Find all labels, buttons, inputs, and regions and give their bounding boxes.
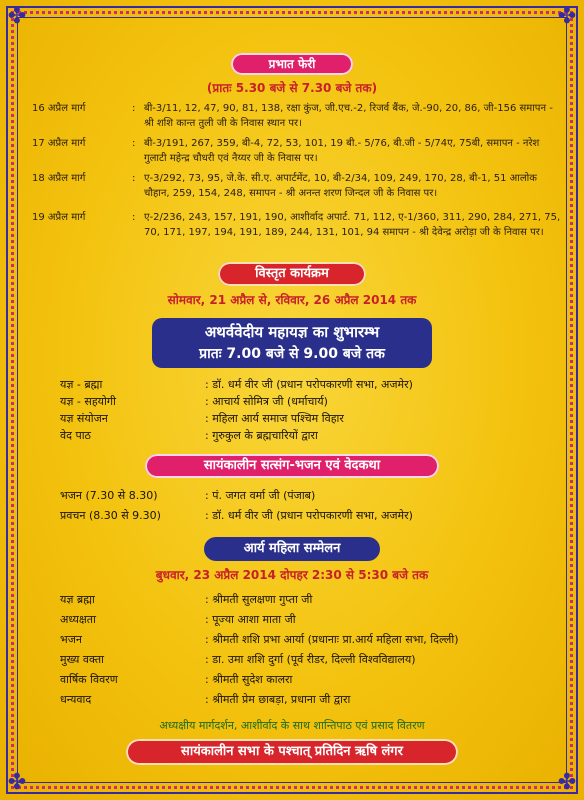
program-title: विस्तृत कार्यक्रम xyxy=(218,262,366,286)
yajna-banner xyxy=(152,318,432,368)
corner-ornament-icon: ✤ xyxy=(7,770,27,795)
yajna-person: : डॉ. धर्म वीर जी (प्रधान परोपकारणी सभा, अजमेर) xyxy=(205,378,413,391)
route-text: : बी-3/11, 12, 47, 90, 81, 138, रक्षा कुंज, जी.एच.-2, रिजर्व बैंक, जे.-90, 20, 86, जी-156 समापन - श्री शशि कान्त तुली जी के निवास स्थान पर। xyxy=(144,101,564,131)
route-text: : बी-3/191, 267, 359, बी-4, 72, 53, 101, 19 बी.- 5/76, बी.जी - 5/74ए, 75बी, समापन - नरेश गुलाटी महेन्द्र चौधरी एवं नैय्यर जी के निवास पर। xyxy=(144,136,564,166)
evening-slot: भजन (7.30 से 8.30) xyxy=(60,489,158,502)
corner-ornament-icon: ✤ xyxy=(7,4,27,29)
evening-slot: प्रवचन (8.30 से 9.30) xyxy=(60,509,161,522)
yajna-role: यज्ञ - ब्रह्मा xyxy=(60,378,103,391)
women-person: : श्रीमती सुदेश कालरा xyxy=(205,673,293,686)
women-person: : श्रीमती शशि प्रभा आर्या (प्रधानाः प्रा.आर्य महिला सभा, दिल्ली) xyxy=(205,633,459,646)
yajna-title: अथर्ववेदीय महायज्ञ का शुभारम्भ xyxy=(204,323,380,341)
women-role: धन्यवाद xyxy=(60,693,92,706)
women-person: : डा. उमा शशि दुर्गा (पूर्व रीडर, दिल्ली विश्वविद्यालय) xyxy=(205,653,416,666)
yajna-person: : आचार्य सोमित्र जी (धर्माचार्य) xyxy=(205,395,328,408)
corner-ornament-icon: ✤ xyxy=(557,770,577,795)
women-date: बुधवार, 23 अप्रैल 2014 दोपहर 2:30 से 5:30 बजे तक xyxy=(155,568,429,582)
route-item xyxy=(32,101,562,133)
evening-title: सायंकालीन सत्संग-भजन एवं वेदकथा xyxy=(145,454,439,478)
route-item xyxy=(32,210,562,256)
women-role: मुख्य वक्ता xyxy=(60,653,105,666)
yajna-role: यज्ञ संयोजन xyxy=(60,412,108,425)
route-text: : ए-2/236, 243, 157, 191, 190, आशीर्वाद अपार्ट. 71, 112, ए-1/360, 311, 290, 284, 271, 75, 70, 171, 197, 194, 191, 189, 244, 131, 101, 94 समापन - श्री देवेन्द्र अरोड़ा जी के निवास पर। xyxy=(144,210,564,240)
women-person: : पूज्या आशा माता जी xyxy=(205,613,296,626)
women-role: वार्षिक विवरण xyxy=(60,673,118,686)
yajna-person: : महिला आर्य समाज पश्चिम विहार xyxy=(205,412,344,425)
yajna-role: यज्ञ - सहयोगी xyxy=(60,395,116,408)
women-role: अध्यक्षता xyxy=(60,613,96,626)
women-title: आर्य महिला सम्मेलन xyxy=(204,537,380,561)
procession-time: (प्रातः 5.30 बजे से 7.30 बजे तक) xyxy=(206,81,378,95)
yajna-role: वेद पाठ xyxy=(60,429,91,442)
evening-person: : डॉ. धर्म वीर जी (प्रधान परोपकारणी सभा, अजमेर) xyxy=(205,509,413,522)
evening-person: : पं. जगत वर्मा जी (पंजाब) xyxy=(205,489,316,502)
women-role: भजन xyxy=(60,633,82,646)
yajna-time: प्रातः 7.00 बजे से 9.00 बजे तक xyxy=(199,346,385,362)
route-date: 18 अप्रैल मार्ग xyxy=(32,173,86,184)
route-item xyxy=(32,136,562,168)
program-dates: सोमवार, 21 अप्रैल से, रविवार, 26 अप्रैल 2014 तक xyxy=(167,293,417,307)
women-person: : श्रीमती प्रेम छाबड़ा, प्रधाना जी द्वारा xyxy=(205,693,351,706)
route-text: : ए-3/292, 73, 95, जे.के. सी.ए. अपार्टमेंट, 10, बी-2/34, 109, 249, 170, 28, बी-1, 51 आलोक चौहान, 259, 154, 248, समापन - श्री अनन्त शरण जिन्दल जी के निवास पर। xyxy=(144,171,564,201)
women-person: : श्रीमती सुलक्षणा गुप्ता जी xyxy=(205,593,313,606)
route-date: 17 अप्रैल मार्ग xyxy=(32,138,86,149)
route-date: 16 अप्रैल मार्ग xyxy=(32,103,86,114)
route-item xyxy=(32,171,562,203)
route-date: 19 अप्रैल मार्ग xyxy=(32,212,86,223)
yajna-person: : गुरुकुल के ब्रह्मचारियों द्वारा xyxy=(205,429,318,442)
closing-banner: सायंकालीन सभा के पश्चात् प्रतिदिन ऋषि लंगर xyxy=(126,739,458,765)
procession-title: प्रभात फेरी xyxy=(231,53,353,75)
closing-note: अध्यक्षीय मार्गदर्शन, आशीर्वाद के साथ शान्तिपाठ एवं प्रसाद वितरण xyxy=(159,719,425,732)
corner-ornament-icon: ✤ xyxy=(557,4,577,29)
women-role: यज्ञ ब्रह्मा xyxy=(60,593,95,606)
